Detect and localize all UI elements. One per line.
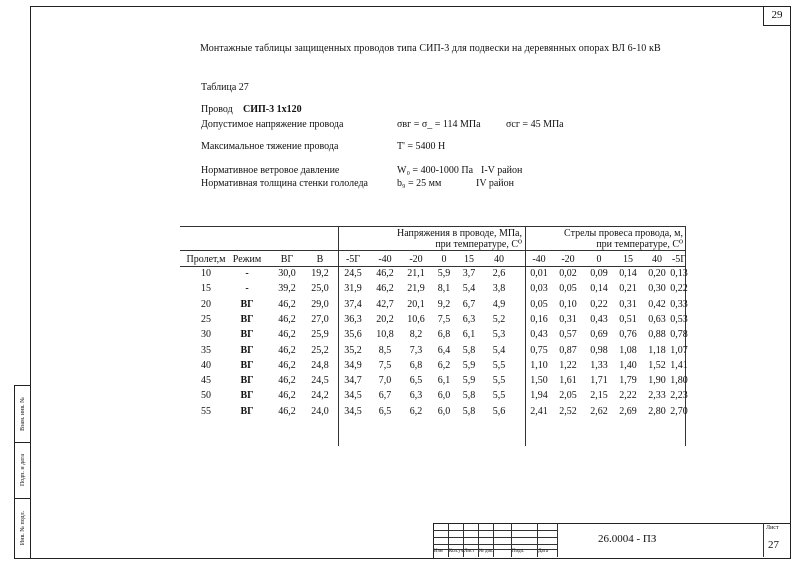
table-cell: 0,20 [648,268,666,279]
table-cell: 0,02 [559,268,577,279]
table-cell: 3,8 [492,283,506,295]
table-cell: 5,5 [492,375,506,387]
table-cell: 4,9 [492,298,506,310]
table-cell: 25 [201,313,211,325]
ice-value: b₉ = 25 мм [397,178,442,189]
table-cell: 0,05 [559,283,577,295]
table-cell: 0,21 [619,283,637,295]
table-cell: 0,33 [670,298,688,310]
table-cell: 20,1 [407,298,425,310]
tension-value: T' = 5400 Н [397,141,446,152]
table-cell: 42,7 [376,298,394,310]
table-cell: 7,5 [437,313,451,325]
column-header: 15 [464,254,474,265]
table-cell: 24,8 [311,359,329,371]
column-header: ВГ [280,254,294,265]
wire-value: СИП-3 1х120 [243,104,302,115]
table-cell: 3,7 [462,268,476,279]
table-cell: ВГ [240,405,254,417]
table-cell: 5,8 [462,390,476,402]
table-cell: 6,8 [437,329,451,341]
table-cell: 1,71 [590,375,608,387]
table-cell: 2,52 [559,405,577,417]
table-cell: 46,2 [278,298,296,310]
table-cell: 35,2 [344,344,362,356]
table-cell: 0,42 [648,298,666,310]
table-cell: 20,2 [376,313,394,325]
title-block-rule [433,537,557,538]
table-header-rule-2 [180,266,686,267]
table-cell: 0,53 [670,313,688,325]
table-cell: 6,5 [378,405,392,417]
table-label: Таблица 27 [201,82,249,93]
table-cell: 9,2 [437,298,451,310]
table-cell: 46,2 [278,405,296,417]
table-cell: 0,51 [619,313,637,325]
side-cell-2 [15,442,31,499]
ice-region: IV район [476,178,515,189]
table-cell: 0,10 [559,298,577,310]
table-cell: 1,52 [648,359,666,371]
table-cell: 35,6 [344,329,362,341]
table-cell: 5,9 [437,268,451,279]
table-cell: 2,23 [670,390,688,402]
table-cell: ВГ [240,313,254,325]
sheet-label: Лист [766,525,779,531]
column-header: 40 [652,254,662,265]
title-block-rule [433,530,557,531]
table-cell: 6,2 [409,405,423,417]
table-cell: 5,4 [462,283,476,295]
table-cell: 0,69 [590,329,608,341]
table-cell: 24,5 [311,375,329,387]
table-header-rule-1 [180,250,686,251]
table-cell: 0,31 [559,313,577,325]
column-header: 0 [441,254,447,265]
group1-subheader: при температуре, С⁰ [435,239,522,250]
table-cell: 0,98 [590,344,608,356]
table-cell: 24,2 [311,390,329,402]
table-cell: 0,87 [559,344,577,356]
column-header: -5Г [345,254,361,265]
table-cell: 7,5 [378,359,392,371]
table-cell: 1,08 [619,344,637,356]
table-cell: 0,05 [530,298,548,310]
column-header: 15 [623,254,633,265]
table-cell: 34,5 [344,405,362,417]
table-cell: ВГ [240,298,254,310]
table-cell: 1,40 [619,359,637,371]
table-cell: 1,22 [559,359,577,371]
table-cell: 5,8 [462,405,476,417]
table-cell: 24,0 [311,405,329,417]
table-cell: - [245,268,249,279]
table-cell: 2,41 [530,405,548,417]
table-cell: 0,30 [648,283,666,295]
table-cell: 46,2 [278,344,296,356]
table-cell: 2,6 [492,268,506,279]
table-cell: 50 [201,390,211,402]
table-cell: 55 [201,405,211,417]
title-block-header: Лист [464,549,475,554]
table-cell: 46,2 [278,313,296,325]
title-block-header: Дата [538,549,548,554]
table-cell: 15 [201,283,211,295]
table-cell: 6,7 [378,390,392,402]
table-cell: 40 [201,359,211,371]
column-header: Режим [232,254,262,265]
title-block-header: Подп. [512,549,525,554]
table-cell: ВГ [240,390,254,402]
table-cell: 0,63 [648,313,666,325]
table-cell: 34,5 [344,390,362,402]
table-cell: 5,6 [492,405,506,417]
table-cell: 29,0 [311,298,329,310]
table-cell: 39,2 [278,283,296,295]
table-cell: 31,9 [344,283,362,295]
side-cell-1 [15,386,31,443]
ice-label: Нормативная толщина стенки гололеда [201,178,368,189]
table-cell: 0,75 [530,344,548,356]
table-cell: 34,9 [344,359,362,371]
table-cell: 5,9 [462,359,476,371]
table-cell: 0,13 [670,268,688,279]
table-cell: 35 [201,344,211,356]
table-cell: 2,22 [619,390,637,402]
table-cell: 46,2 [278,390,296,402]
table-cell: 0,43 [590,313,608,325]
table-cell: 46,2 [278,329,296,341]
wind-value: W₀ = 400-1000 Па [397,165,474,176]
table-cell: 46,2 [278,375,296,387]
table-cell: 36,3 [344,313,362,325]
group2-header: Стрелы провеса провода, м, [564,228,683,239]
table-cell: 30,0 [278,268,296,279]
table-cell: 10,6 [407,313,425,325]
table-cell: 46,2 [376,283,394,295]
table-cell: 25,2 [311,344,329,356]
table-cell: ВГ [240,359,254,371]
table-cell: 0,22 [670,283,688,295]
table-cell: 20 [201,298,211,310]
table-cell: 6,8 [409,359,423,371]
title-block-header: № док. [479,549,494,554]
table-cell: 1,79 [619,375,637,387]
table-cell: 0,16 [530,313,548,325]
page-title: Монтажные таблицы защищенных проводов типа СИП-3 для подвески на деревянных опорах ВЛ 6-10 кВ [200,43,661,54]
title-block-rule [433,544,557,545]
table-cell: 5,5 [492,359,506,371]
column-header: Пролет,м [186,254,226,265]
table-cell: 25,9 [311,329,329,341]
table-cell: 6,2 [437,359,451,371]
table-cell: 1,80 [670,375,688,387]
table-cell: 1,18 [648,344,666,356]
table-top-rule [180,226,686,227]
table-cell: 2,80 [648,405,666,417]
title-block-divider [557,523,558,557]
column-header: В [316,254,324,265]
table-cell: 1,94 [530,390,548,402]
table-cell: 0,14 [590,283,608,295]
table-cell: 2,33 [648,390,666,402]
table-cell: 10,8 [376,329,394,341]
table-cell: 0,01 [530,268,548,279]
column-header: -20 [561,254,575,265]
table-cell: 10 [201,268,211,279]
table-cell: - [245,283,249,295]
table-cell: 6,1 [437,375,451,387]
table-cell: 1,07 [670,344,688,356]
table-cell: 5,4 [492,344,506,356]
wire-label: Провод [201,104,233,115]
table-cell: 0,43 [530,329,548,341]
table-cell: 1,41 [670,359,688,371]
table-cell: 6,7 [462,298,476,310]
table-cell: 6,1 [462,329,476,341]
table-cell: 1,50 [530,375,548,387]
table-cell: 5,2 [492,313,506,325]
table-cell: 2,15 [590,390,608,402]
table-cell: 6,0 [437,390,451,402]
document-code: 26.0004 - ПЗ [598,533,657,545]
wind-label: Нормативное ветровое давление [201,165,340,176]
sheet-number: 27 [768,539,779,551]
table-cell: 46,2 [278,359,296,371]
column-header: -40 [378,254,392,265]
table-cell: 21,1 [407,268,425,279]
title-block-divider [763,523,764,557]
stress-label: Допустимое напряжение провода [201,119,344,130]
table-cell: 1,10 [530,359,548,371]
table-cell: 7,3 [409,344,423,356]
table-cell: 6,3 [462,313,476,325]
table-cell: 2,69 [619,405,637,417]
table-cell: 0,14 [619,268,637,279]
table-cell: 6,3 [409,390,423,402]
table-cell: 0,57 [559,329,577,341]
table-cell: 37,4 [344,298,362,310]
table-cell: 30 [201,329,211,341]
table-cell: 5,5 [492,390,506,402]
table-cell: 0,78 [670,329,688,341]
table-cell: 6,5 [409,375,423,387]
table-cell: 8,1 [437,283,451,295]
table-cell: 8,2 [409,329,423,341]
title-block-header: Кол.уч [449,549,464,554]
table-cell: 0,03 [530,283,548,295]
stress-value-1: σвг = σ_ = 114 МПа [397,119,481,130]
table-cell: 8,5 [378,344,392,356]
tension-label: Максимальное тяжение провода [201,141,339,152]
table-cell: 2,62 [590,405,608,417]
side-cell-3 [15,498,31,557]
table-cell: 7,0 [378,375,392,387]
title-block-header: Изм [434,549,443,554]
column-header: -40 [532,254,546,265]
table-cell: 25,0 [311,283,329,295]
table-cell: ВГ [240,329,254,341]
side-strip [14,385,31,559]
side-label-2: Подп. и дата [20,453,26,487]
group1-header: Напряжения в проводе, МПа, [396,228,522,239]
page-number: 29 [763,6,790,26]
table-cell: 2,05 [559,390,577,402]
table-cell: 0,09 [590,268,608,279]
table-cell: 5,9 [462,375,476,387]
table-cell: 1,33 [590,359,608,371]
column-header: -20 [409,254,423,265]
wind-region: I-V район [481,165,523,176]
table-cell: 0,76 [619,329,637,341]
column-header: 40 [494,254,504,265]
table-cell: ВГ [240,375,254,387]
column-header: -5Г [671,254,687,265]
table-cell: 1,90 [648,375,666,387]
table-cell: 45 [201,375,211,387]
side-label-3: Инв. № подл. [20,510,26,545]
table-cell: 46,2 [376,268,394,279]
table-cell: ВГ [240,344,254,356]
table-cell: 2,70 [670,405,688,417]
table-cell: 21,9 [407,283,425,295]
table-cell: 19,2 [311,268,329,279]
stress-value-2: σсг = 45 МПа [506,119,564,130]
table-cell: 0,31 [619,298,637,310]
table-cell: 6,4 [437,344,451,356]
table-cell: 27,0 [311,313,329,325]
table-cell: 0,22 [590,298,608,310]
table-cell: 1,61 [559,375,577,387]
table-cell: 24,5 [344,268,362,279]
table-cell: 6,0 [437,405,451,417]
side-label-1: Взам. инв. № [20,397,26,431]
table-cell: 0,88 [648,329,666,341]
table-cell: 5,3 [492,329,506,341]
table-cell: 5,8 [462,344,476,356]
group2-subheader: при температуре, С⁰ [596,239,683,250]
table-cell: 34,7 [344,375,362,387]
column-header: 0 [596,254,602,265]
